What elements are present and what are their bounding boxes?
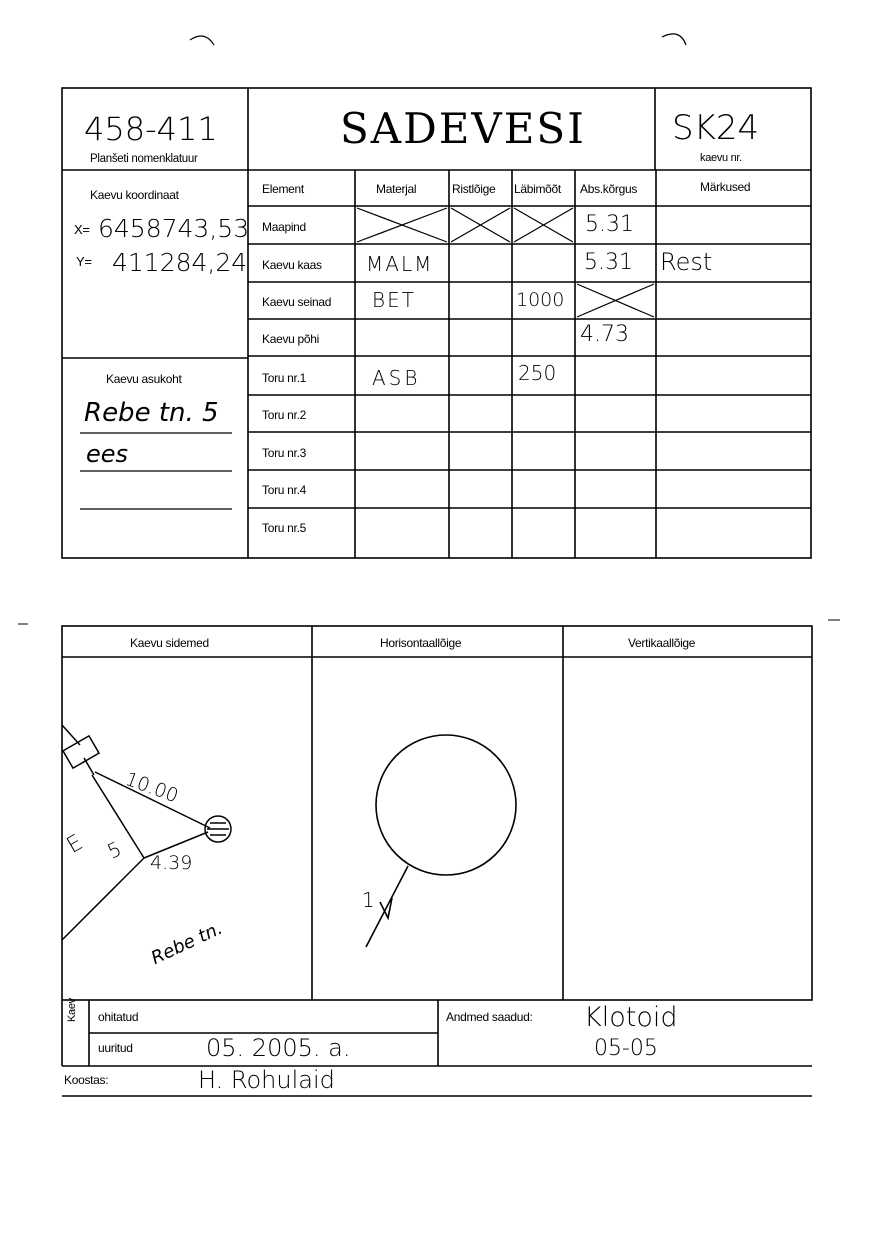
row-label: Toru nr.5 [262, 521, 306, 535]
sidemed-distance-2: 4.39 [150, 852, 193, 874]
col-header-abs: Abs.kõrgus [580, 182, 638, 196]
sidemed-number: 5 [103, 836, 126, 864]
col-header-material: Materjal [376, 182, 417, 196]
cell-material-toru1: ASB [372, 366, 421, 390]
cell-material-kaas: MALM [366, 252, 434, 276]
koostas-value: H. Rohulaid [198, 1066, 335, 1094]
kaev-label: Kaev [66, 998, 78, 1022]
uuritud-value: 05. 2005. a. [206, 1034, 351, 1062]
well-number: SK24 [672, 108, 760, 148]
row-label: Toru nr.1 [262, 371, 306, 385]
x-coordinate: 6458743,53 [98, 214, 250, 243]
andmed-value-1: Klotoid [584, 1002, 678, 1033]
andmed-label: Andmed saadud: [446, 1010, 533, 1024]
andmed-value-2: 05-05 [594, 1036, 658, 1061]
cell-material-seinad: BET [372, 288, 416, 312]
sidemed-street: Rebe tn. [148, 917, 226, 970]
horizontal-section-sketch [366, 735, 516, 947]
sidemed-sketch [62, 725, 231, 940]
ohitatud-label: ohitatud [98, 1010, 139, 1024]
location-label: Kaevu asukoht [106, 372, 182, 386]
cell-labimoot-toru1: 250 [518, 361, 557, 385]
sidemed-distance-1: 10.00 [122, 768, 182, 808]
sidemed-direction: E [62, 830, 88, 859]
col-header-labimoot: Läbimõõt [514, 182, 561, 196]
cell-abs-pohi: 4.73 [580, 322, 629, 347]
row-label: Kaevu seinad [262, 295, 332, 309]
plan-label: Planšeti nomenklatuur [90, 153, 198, 165]
plan-number: 458-411 [84, 110, 218, 148]
x-label: X= [74, 222, 90, 237]
koostas-label: Koostas: [64, 1073, 109, 1087]
horizontal-pipe-number: 1 [362, 888, 375, 912]
y-label: Y= [76, 254, 92, 269]
well-number-label: kaevu nr. [700, 152, 742, 164]
coordinates-label: Kaevu koordinaat [90, 188, 179, 202]
row-label: Toru nr.4 [262, 483, 306, 497]
row-label: Kaevu kaas [262, 258, 322, 272]
sketch-header-horizontal: Horisontaallõige [380, 636, 462, 650]
col-header-markused: Märkused [700, 180, 751, 194]
col-header-element: Element [262, 182, 304, 196]
location-line-1: Rebe tn. 5 [84, 398, 219, 428]
sketch-header-vertical: Vertikaallõige [628, 636, 696, 650]
row-label: Toru nr.3 [262, 446, 306, 460]
y-coordinate: 411284,24 [112, 248, 248, 277]
uuritud-label: uuritud [98, 1041, 133, 1055]
cell-markused-kaas: Rest [660, 248, 713, 276]
cell-abs-maapind: 5.31 [585, 212, 634, 237]
page-title: SADEVESI [340, 104, 586, 153]
cell-abs-kaas: 5.31 [584, 250, 633, 275]
location-line-2: ees [86, 440, 129, 468]
row-label: Kaevu põhi [262, 332, 320, 346]
row-label: Maapind [262, 220, 306, 234]
row-label: Toru nr.2 [262, 408, 306, 422]
col-header-ristloige: Ristlõige [452, 182, 496, 196]
sketch-header-sidemed: Kaevu sidemed [130, 636, 209, 650]
cell-labimoot-seinad: 1000 [516, 289, 565, 311]
